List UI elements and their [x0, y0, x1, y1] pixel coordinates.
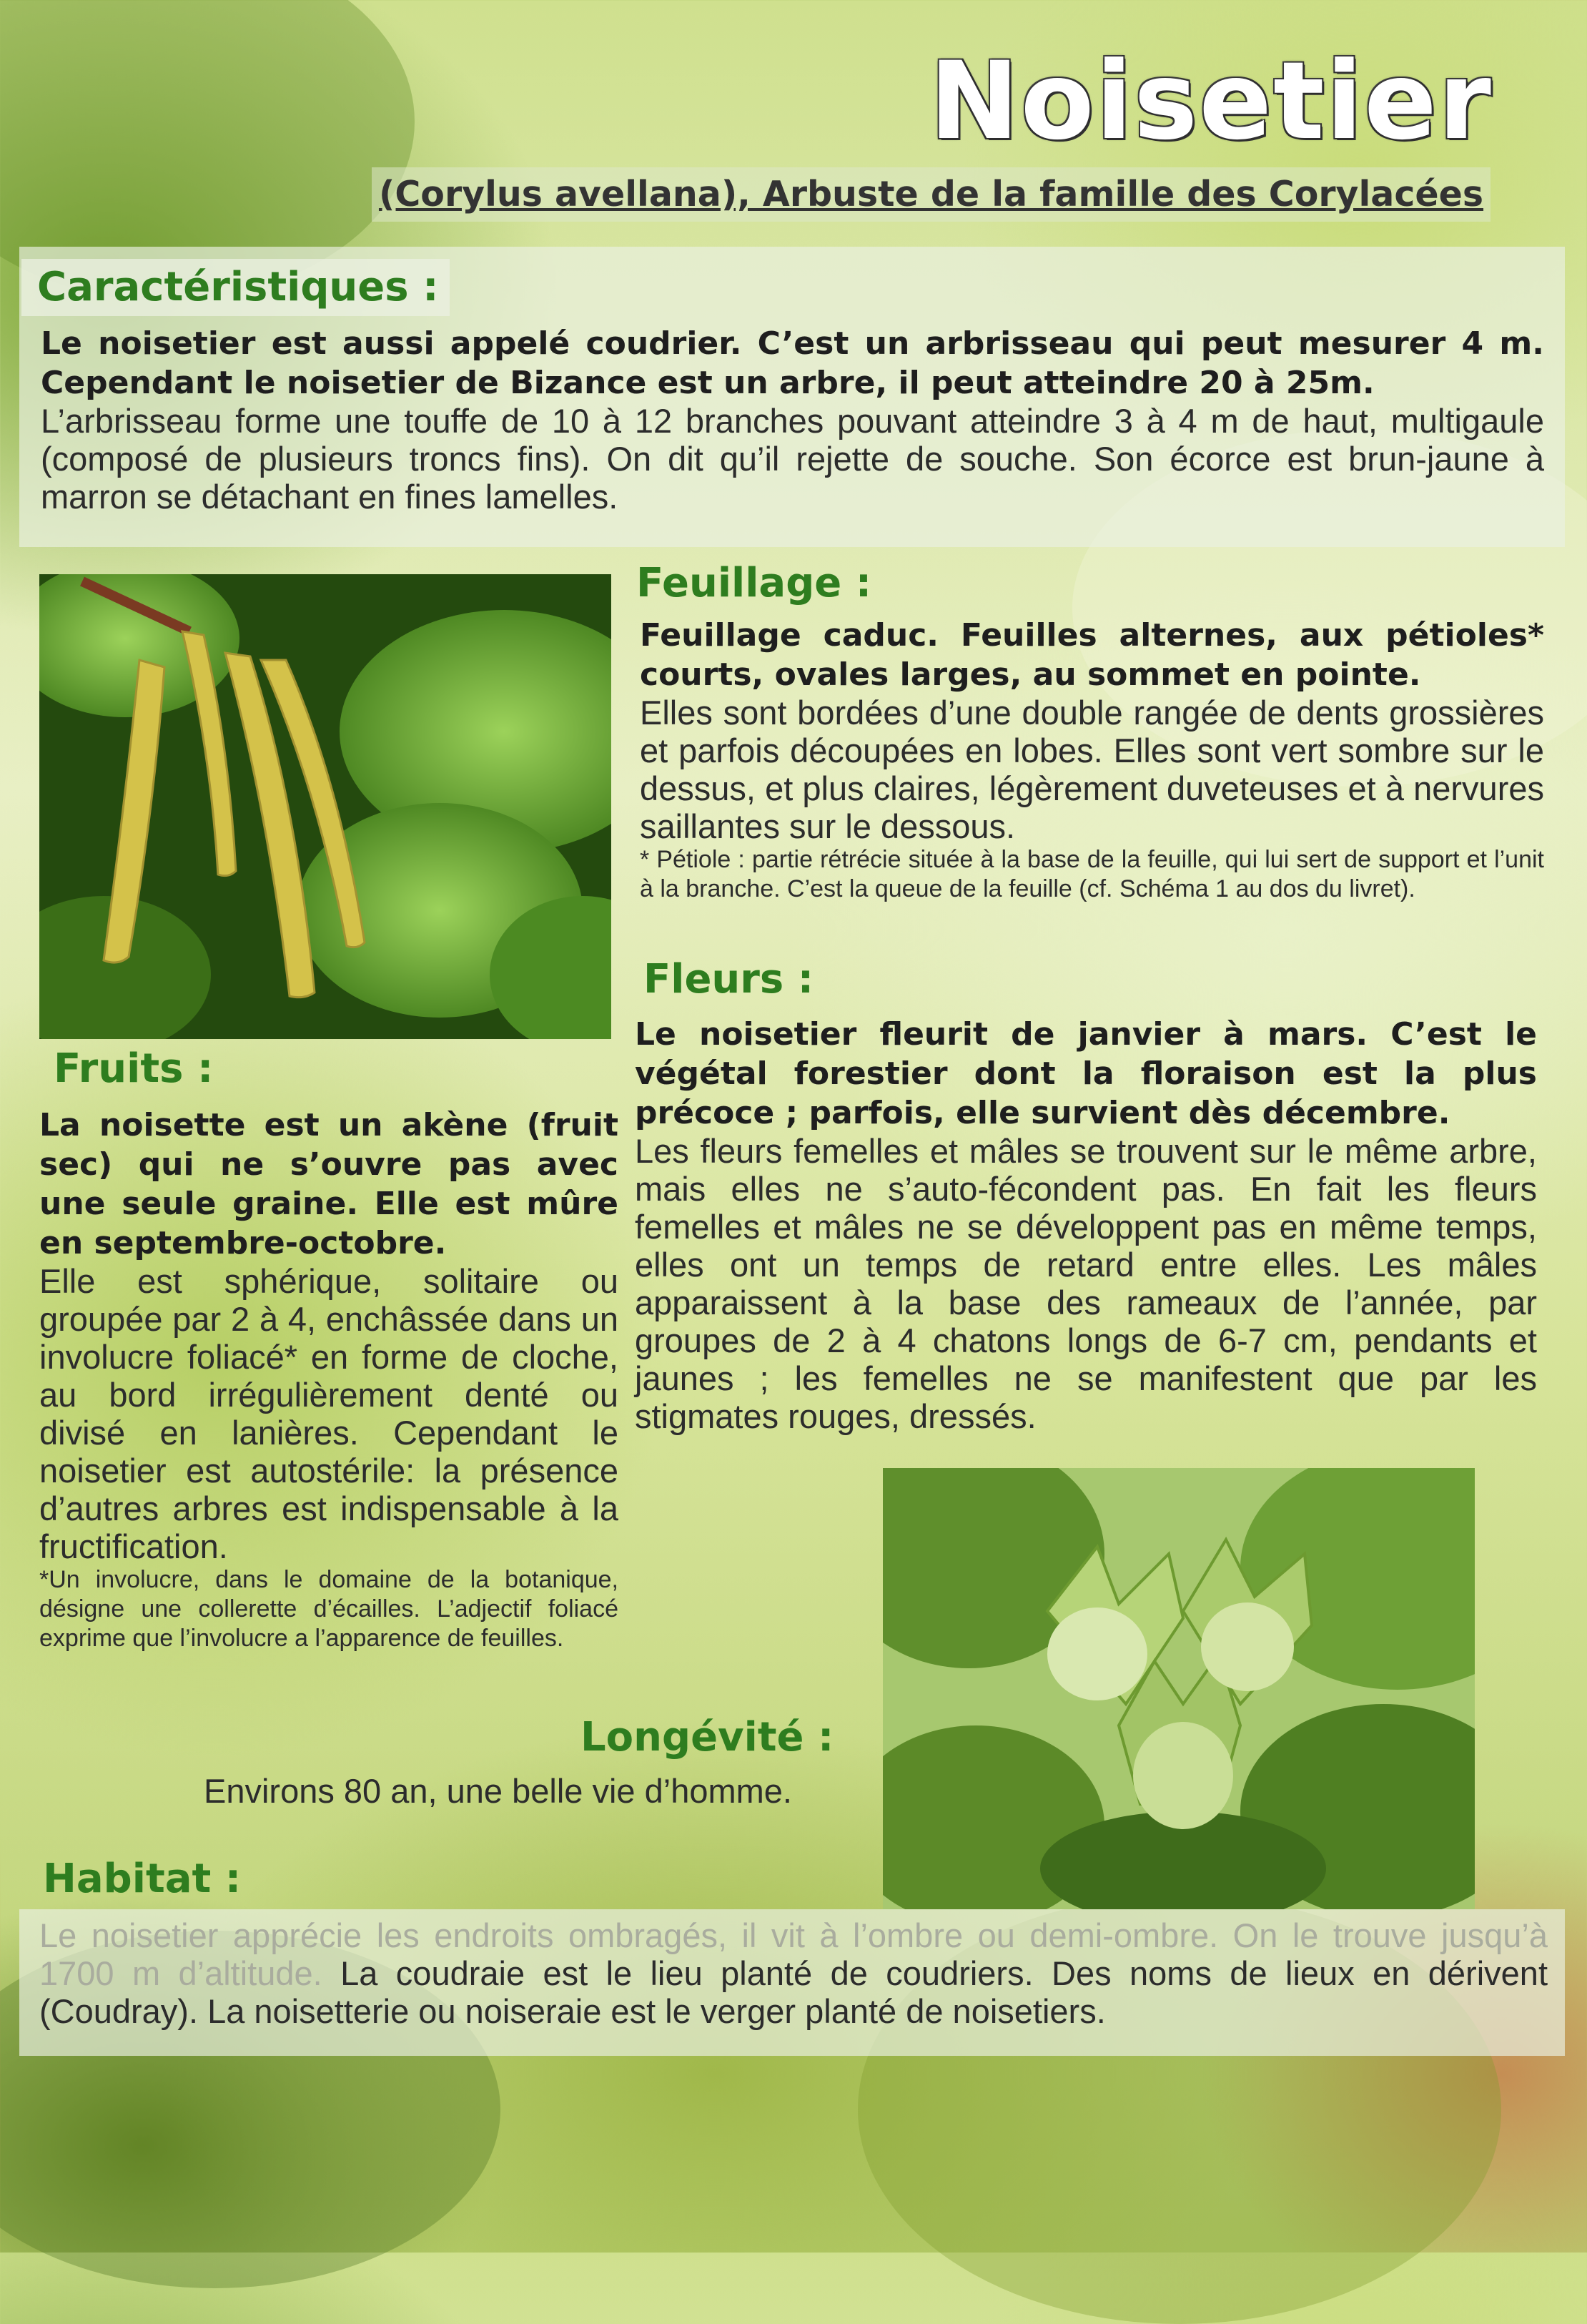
page-title: Noisetier [929, 39, 1493, 164]
catkins-photo [39, 574, 611, 1039]
hazelnuts-photo [883, 1468, 1475, 1909]
fleurs-text [635, 1014, 1537, 1435]
fleurs-body: Les fleurs femelles et mâles se trouvent sur le même arbre, mais elles ne s’auto-fécondent pas. En fait les fleurs femelles et mâles ne se développent pas en même temps, elles ont un temps de retard entre elles. Les mâles apparaissent à la base des rameaux de l’année, par groupes de 2 à 4 chatons longs de 6-7 cm, pendants et jaunes ; les femelles ne se manifestent que par les stigmates rouges, dressés. [635, 1132, 1537, 1435]
feuillage-body: Elles sont bordées d’une double rangée de dents grossières et parfois découpées en lobes. Elles sont vert sombre sur le dessus, et plus claires, légèrement duveteuses et à nervures saillantes sur le dessous. [640, 694, 1544, 845]
caracteristiques-body: L’arbrisseau forme une touffe de 10 à 12 branches pouvant atteindre 3 à 4 m de haut, multigaule (composé de plusieurs troncs fins). On dit qu’il rejette de souche. Son écorce est brun-jaune à marron se détachant en fines lamelles. [41, 402, 1544, 516]
caracteristiques-heading: Caractéristiques : [21, 259, 450, 316]
habitat-text [39, 1916, 1548, 2030]
caracteristiques-text [41, 323, 1544, 516]
fruits-text [39, 1105, 618, 1653]
fruits-bold: La noisette est un akène (fruit sec) qui ne s’ouvre pas avec une seule graine. Elle est mûre en septembre-octobre. [39, 1107, 618, 1261]
fruits-body: Elle est sphérique, solitaire ou groupée par 2 à 4, enchâssée dans un involucre foliacé* en forme de cloche, au bord irrégulièrement denté ou divisé en lanières. Cependant le noisetier est autostérile: la présence d’autres arbres est indispensable à la fructification. [39, 1262, 618, 1565]
fleurs-heading: Fleurs : [643, 956, 814, 1003]
habitat-body: La coudraie est le lieu planté de coudriers. Des noms de lieux en dérivent (Coudray). La noisetterie ou noiseraie est le verger planté de noisetiers. [39, 1954, 1548, 2030]
feuillage-bold: Feuillage caduc. Feuilles alternes, aux pétioles* courts, ovales larges, au sommet en pointe. [640, 617, 1544, 693]
feuillage-note: * Pétiole : partie rétrécie située à la base de la feuille, qui lui sert de support et l’unit à la branche. C’est la queue de la feuille (cf. Schéma 1 au dos du livret). [640, 846, 1544, 902]
fruits-heading: Fruits : [54, 1045, 214, 1092]
feuillage-text [640, 615, 1544, 904]
habitat-heading: Habitat : [43, 1856, 242, 1902]
fruits-note: *Un involucre, dans le domaine de la botanique, désigne une collerette d’écailles. L’adjectif foliacé exprime que l’involucre a l’apparence de feuilles. [39, 1566, 618, 1652]
caracteristiques-bold: Le noisetier est aussi appelé coudrier. C’est un arbrisseau qui peut mesurer 4 m. Cependant le noisetier de Bizance est un arbre, il peut atteindre 20 à 25m. [41, 325, 1544, 401]
longevite-text: Environs 80 an, une belle vie d’homme. [204, 1772, 792, 1810]
fleurs-bold: Le noisetier fleurit de janvier à mars. C’est le végétal forestier dont la floraison est la plus précoce ; parfois, elle survient dès décembre. [635, 1016, 1537, 1131]
feuillage-heading: Feuillage : [636, 560, 872, 606]
page-subtitle: (Corylus avellana), Arbuste de la famille des Corylacées [372, 167, 1490, 222]
habitat-faded: Le noisetier apprécie les endroits ombragés, il vit à l’ombre ou demi-ombre. On le trouve jusqu’à 1700 m d’altitude. [39, 1916, 1548, 1992]
longevite-heading: Longévité : [580, 1714, 834, 1761]
